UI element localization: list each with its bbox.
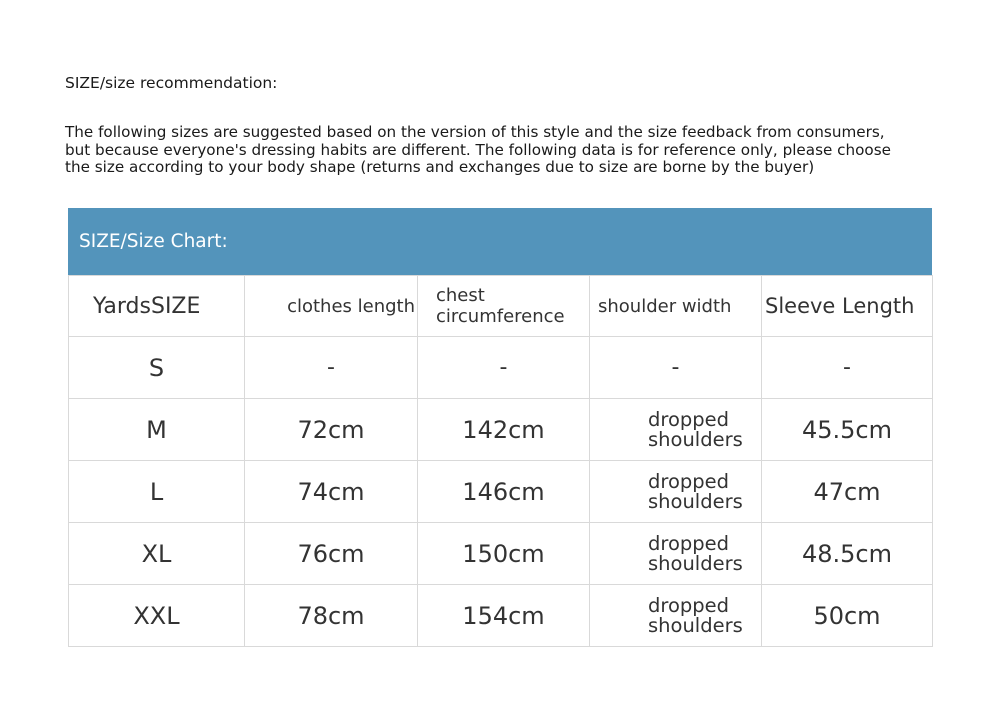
size-chart-banner: SIZE/Size Chart: [68,208,932,275]
table-row [69,585,933,647]
sleeve-cell: 50cm [762,585,933,647]
shoulder-line: shoulders [648,613,743,637]
shoulder-cell [590,461,762,523]
size-cell: XXL [69,585,245,647]
chest-cell: 142cm [418,399,590,461]
chest-cell: 154cm [418,585,590,647]
header-clothes-length: clothes length [245,276,418,337]
table-row [69,337,933,399]
chest-cell: - [418,337,590,399]
header-chest-circumference [418,276,590,337]
header-chest-line: circumference [436,306,565,327]
header-chest-line: chest [436,285,485,306]
header-sleeve-length: Sleeve Length [762,276,933,337]
intro-line: The following sizes are suggested based on the version of this style and the size feedback from consumers, [65,123,885,141]
shoulder-cell [590,585,762,647]
shoulder-cell [590,399,762,461]
table-row [69,523,933,585]
chest-cell: 150cm [418,523,590,585]
sleeve-cell: 45.5cm [762,399,933,461]
table-header-row [69,276,933,337]
size-recommendation-heading: SIZE/size recommendation: [65,74,278,92]
intro-line: but because everyone's dressing habits are different. The following data is for reference only, please choose [65,140,891,159]
shoulder-line: dropped [648,469,730,493]
table-row [69,461,933,523]
size-table [68,275,933,647]
sleeve-cell: 47cm [762,461,933,523]
chest-cell: 146cm [418,461,590,523]
size-chart [68,208,932,647]
length-cell: 76cm [245,523,418,585]
size-intro-paragraph [65,124,945,177]
shoulder-cell [590,523,762,585]
shoulder-line: dropped [648,531,730,555]
sleeve-cell: 48.5cm [762,523,933,585]
shoulder-line: dropped [648,593,730,617]
shoulder-line: shoulders [648,489,743,513]
length-cell: 78cm [245,585,418,647]
sleeve-cell: - [762,337,933,399]
header-yards-size: YardsSIZE [69,276,245,337]
intro-line: the size according to your body shape (returns and exchanges due to size are borne by the buyer) [65,158,815,176]
length-cell: - [245,337,418,399]
size-cell: L [69,461,245,523]
shoulder-line: dropped [648,407,730,431]
shoulder-cell: - [590,337,762,399]
length-cell: 74cm [245,461,418,523]
size-cell: XL [69,523,245,585]
table-row [69,399,933,461]
shoulder-line: shoulders [648,551,743,575]
size-cell: M [69,399,245,461]
length-cell: 72cm [245,399,418,461]
header-shoulder-width: shoulder width [590,276,762,337]
shoulder-line: shoulders [648,427,743,451]
size-cell: S [69,337,245,399]
